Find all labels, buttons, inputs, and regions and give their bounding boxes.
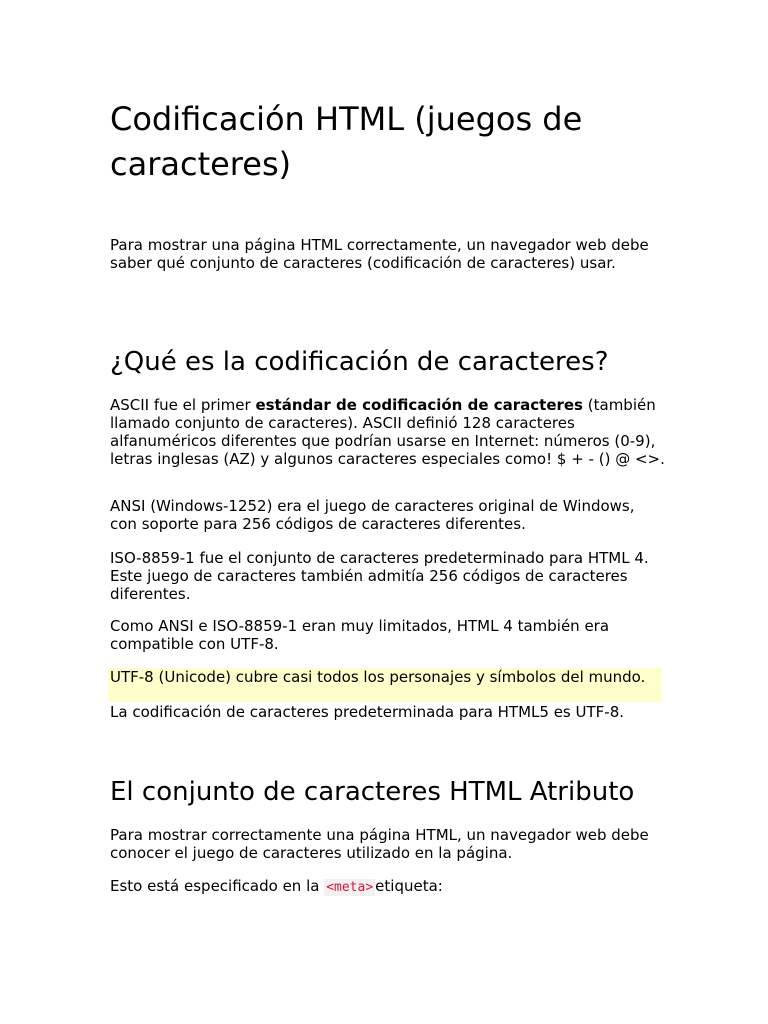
ascii-paragraph — [110, 396, 665, 468]
como-paragraph: Como ANSI e ISO-8859-1 eran muy limitados, HTML 4 también era compatible con UTF-8. — [110, 617, 610, 653]
meta-text-start: Esto está especificado en la — [110, 877, 325, 895]
ascii-text-end: (también llamado conjunto de caracteres). ASCII definió 128 caracteres alfanuméricos diferentes que podrían usarse en Internet: números (0-9), letras inglesas (AZ) y algunos caracteres especiales como! $ + - () @ <>. — [110, 396, 665, 468]
utf8-note — [108, 668, 662, 702]
intro-paragraph: Para mostrar una página HTML correctamente, un navegador web debe saber qué conjunto de caracteres (codificación de caracteres) usar. — [110, 236, 649, 272]
utf8-note-text: UTF-8 (Unicode) cubre casi todos los personajes y símbolos del mundo. — [110, 668, 646, 686]
iso-paragraph: ISO-8859-1 fue el conjunto de caracteres predeterminado para HTML 4. Este juego de caracteres también admitía 256 códigos de caracteres diferentes. — [110, 549, 649, 603]
ansi-paragraph: ANSI (Windows-1252) era el juego de caracteres original de Windows, con soporte para 256 códigos de caracteres diferentes. — [110, 497, 635, 533]
default-encoding-paragraph: La codificación de caracteres predeterminada para HTML5 es UTF-8. — [110, 703, 625, 721]
meta-tag-paragraph — [110, 877, 665, 897]
meta-code: <meta> — [326, 880, 374, 895]
ascii-text-start: ASCII fue el primer — [110, 396, 256, 414]
section-heading-what-is-encoding: ¿Qué es la codificación de caracteres? — [110, 347, 609, 377]
charset-intro-paragraph: Para mostrar correctamente una página HTML, un navegador web debe conocer el juego de caracteres utilizado en la página. — [110, 826, 649, 862]
meta-text-end: etiqueta: — [375, 877, 443, 895]
section-heading-charset-attribute: El conjunto de caracteres HTML Atributo — [110, 777, 635, 807]
page-title: Codificación HTML (juegos de caracteres) — [110, 100, 583, 183]
ascii-bold-term: estándar de codificación de caracteres — [255, 396, 583, 414]
